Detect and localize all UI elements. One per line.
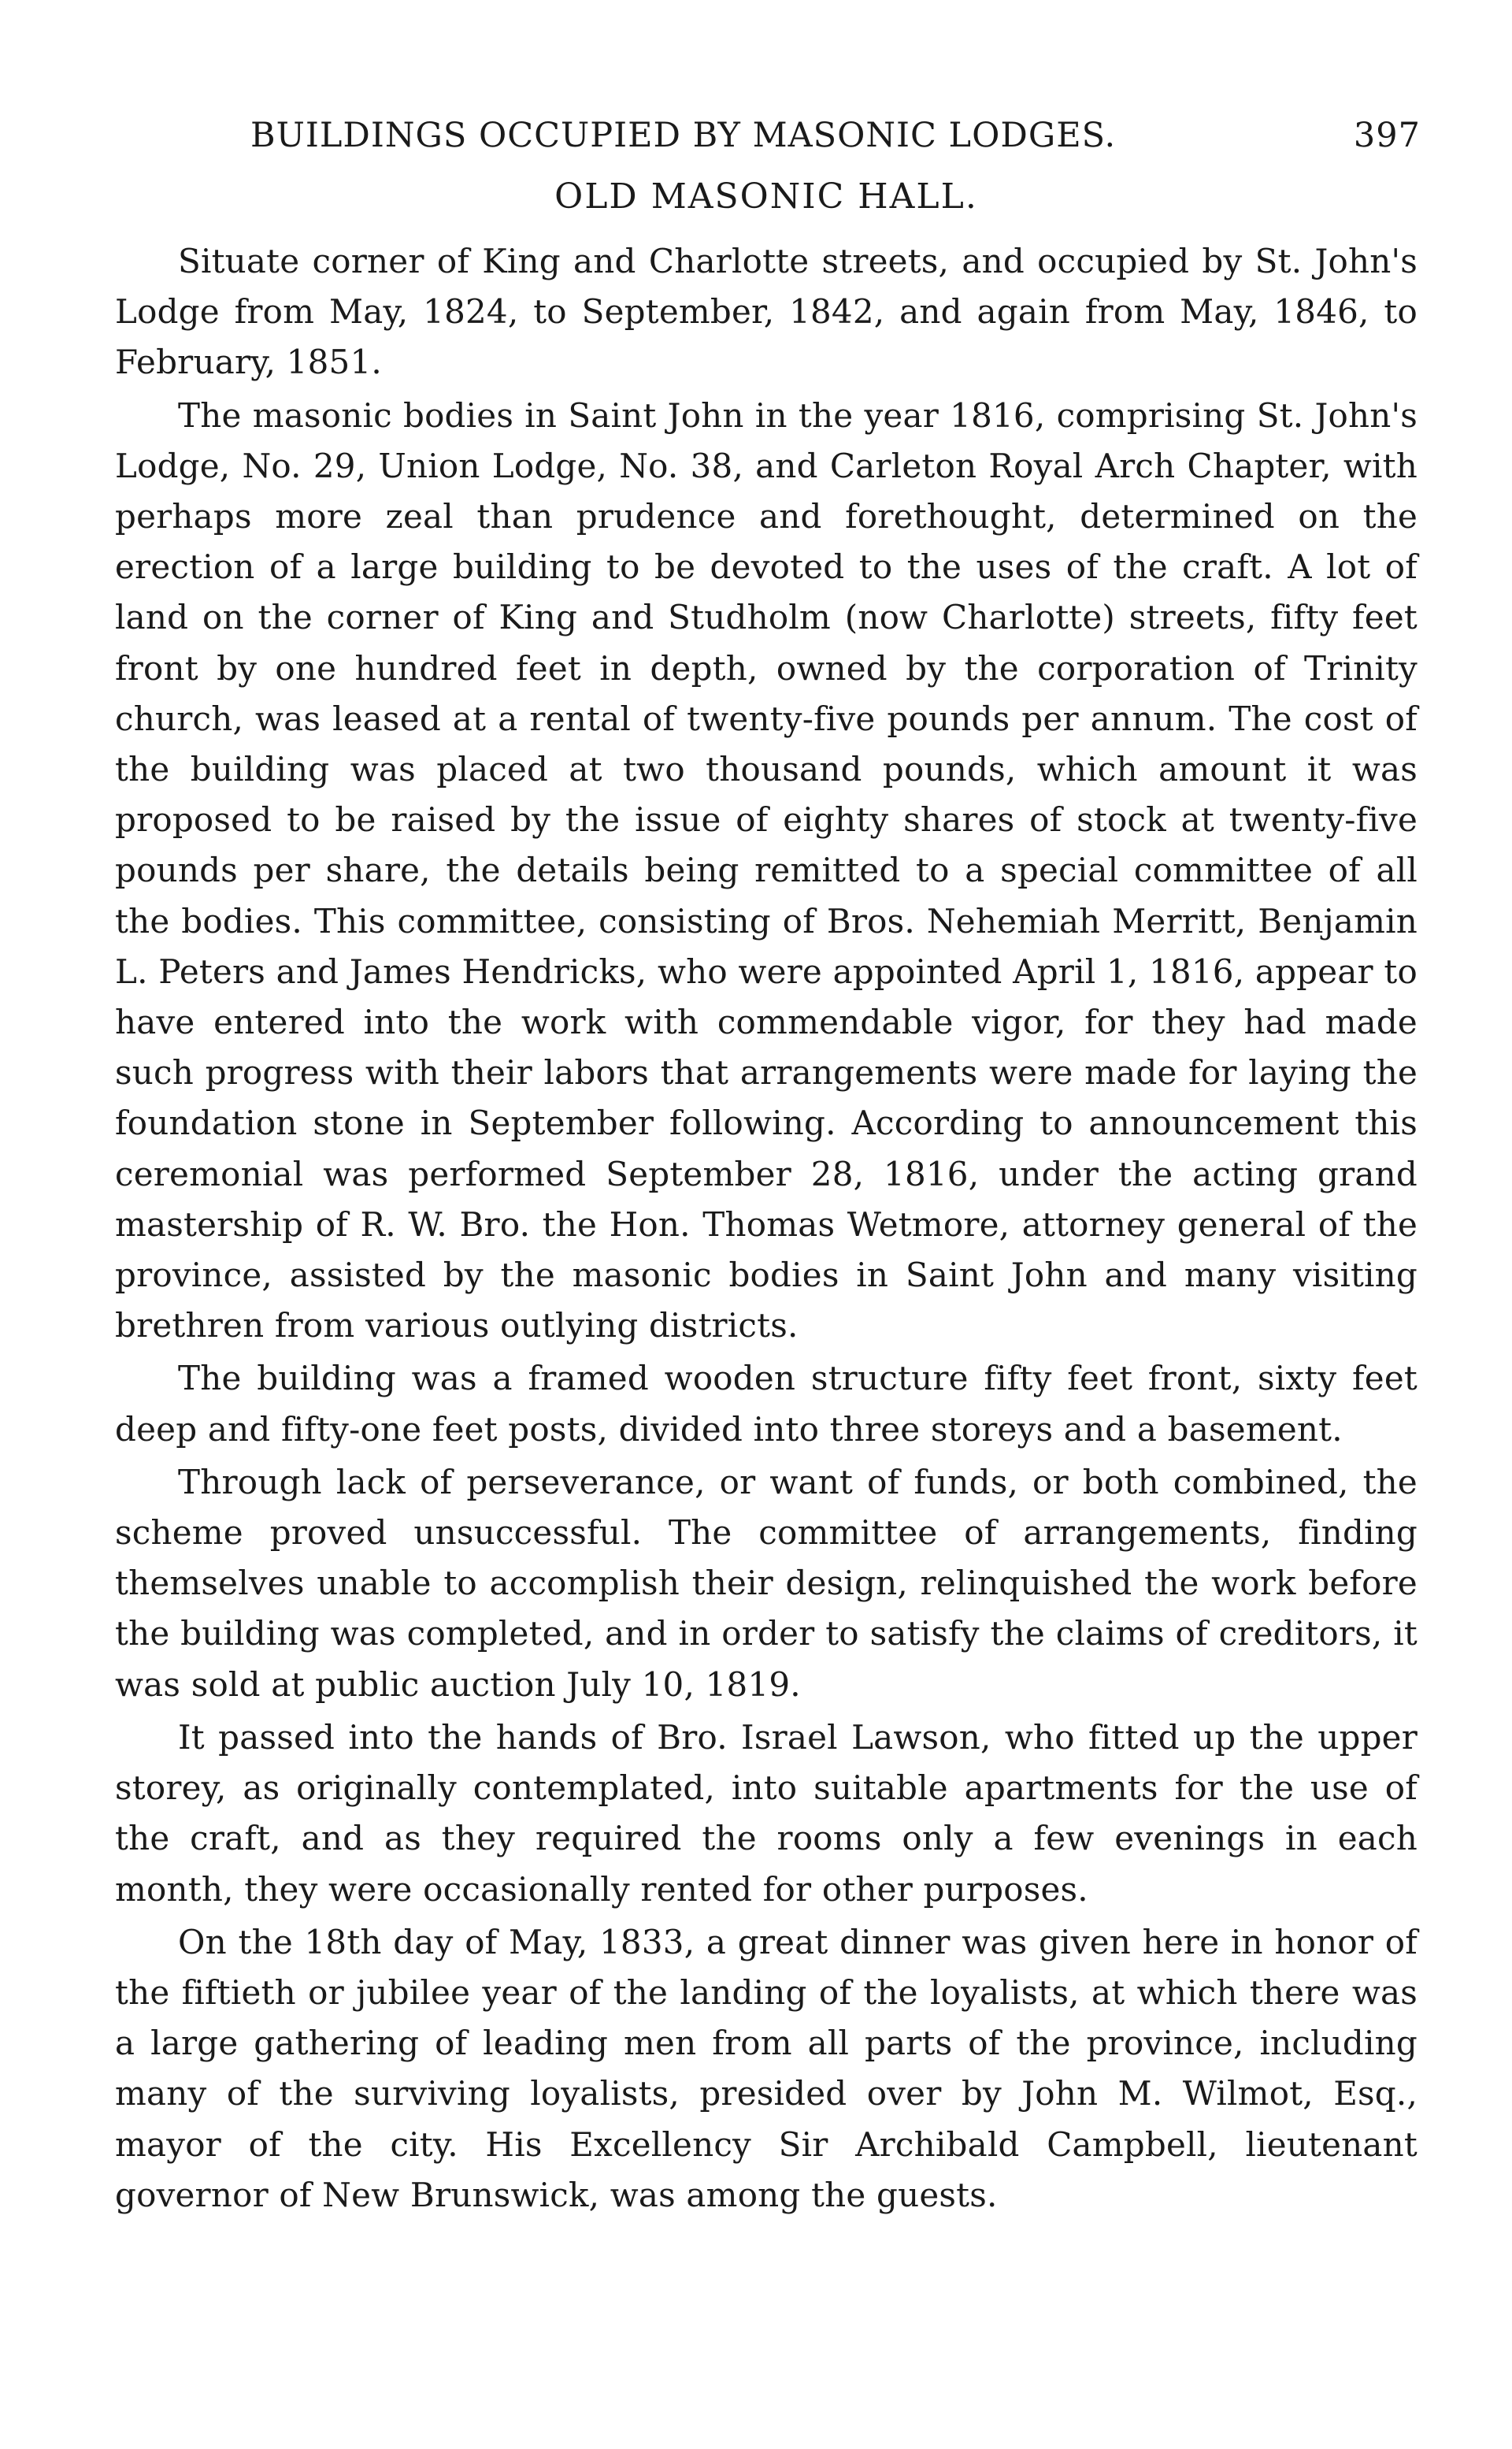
running-head <box>115 110 1421 161</box>
page-number: 397 <box>1353 116 1421 155</box>
paragraph-lawson: It passed into the hands of Bro. Israel Lawson, who fitted up the upper storey, as originally contemplated, into suitable apartments for the use of the craft, and as they required the rooms only a few evenings in each month, they were occasionally rented for other purposes. <box>115 1717 1418 1909</box>
paragraph-jubilee-dinner: On the 18th day of May, 1833, a great dinner was given here in honor of the fiftieth or jubilee year of the landing of the loyalists, at which there was a large gathering of leading men from all parts of the province, including many of the surviving loyalists, presided over by John M. Wilmot, Esq., mayor of the city. His Excellency Sir Archibald Campbell, lieutenant governor of New Brunswick, was among the guests. <box>115 1922 1418 2214</box>
running-title: BUILDINGS OCCUPIED BY MASONIC LODGES. <box>250 116 1117 155</box>
section-title: OLD MASONIC HALL. <box>554 176 978 217</box>
book-page <box>115 110 1421 2221</box>
paragraph-structure: The building was a framed wooden structure fifty feet front, sixty feet deep and fifty-one feet posts, divided into three storeys and a basement. <box>115 1359 1418 1449</box>
paragraph-location: Situate corner of King and Charlotte streets, and occupied by St. John's Lodge from May, 1824, to September, 1842, and again from May, 1846, to February, 1851. <box>115 242 1418 382</box>
paragraph-failure: Through lack of perseverance, or want of funds, or both combined, the scheme proved unsuccessful. The committee of arrangements, finding themselves unable to accomplish their design, relinquished the work before the building was completed, and in order to satisfy the claims of creditors, it was sold at public auction July 10, 1819. <box>115 1462 1418 1704</box>
paragraph-history: The masonic bodies in Saint John in the year 1816, comprising St. John's Lodge, No. 29, Union Lodge, No. 38, and Carleton Royal Arch Chapter, with perhaps more zeal than prudence and forethought, determined on the erection of a large building to be devoted to the uses of the craft. A lot of land on the corner of King and Studholm (now Charlotte) streets, fifty feet front by one hundred feet in depth, owned by the corporation of Trinity church, was leased at a rental of twenty-five pounds per annum. The cost of the building was placed at two thousand pounds, which amount it was proposed to be raised by the issue of eighty shares of stock at twenty-five pounds per share, the details being remitted to a special committee of all the bodies. This committee, consisting of Bros. Nehemiah Merritt, Benjamin L. Peters and James Hendricks, who were appointed April 1, 1816, appear to have entered into the work with commendable vigor, for they had made such progress with their labors that arrangements were made for laying the foundation stone in September following. According to announcement this ceremonial was performed September 28, 1816, under the acting grand mastership of R. W. Bro. the Hon. Thomas Wetmore, attorney general of the province, assisted by the masonic bodies in Saint John and many visiting brethren from various outlying districts. <box>115 395 1418 1345</box>
